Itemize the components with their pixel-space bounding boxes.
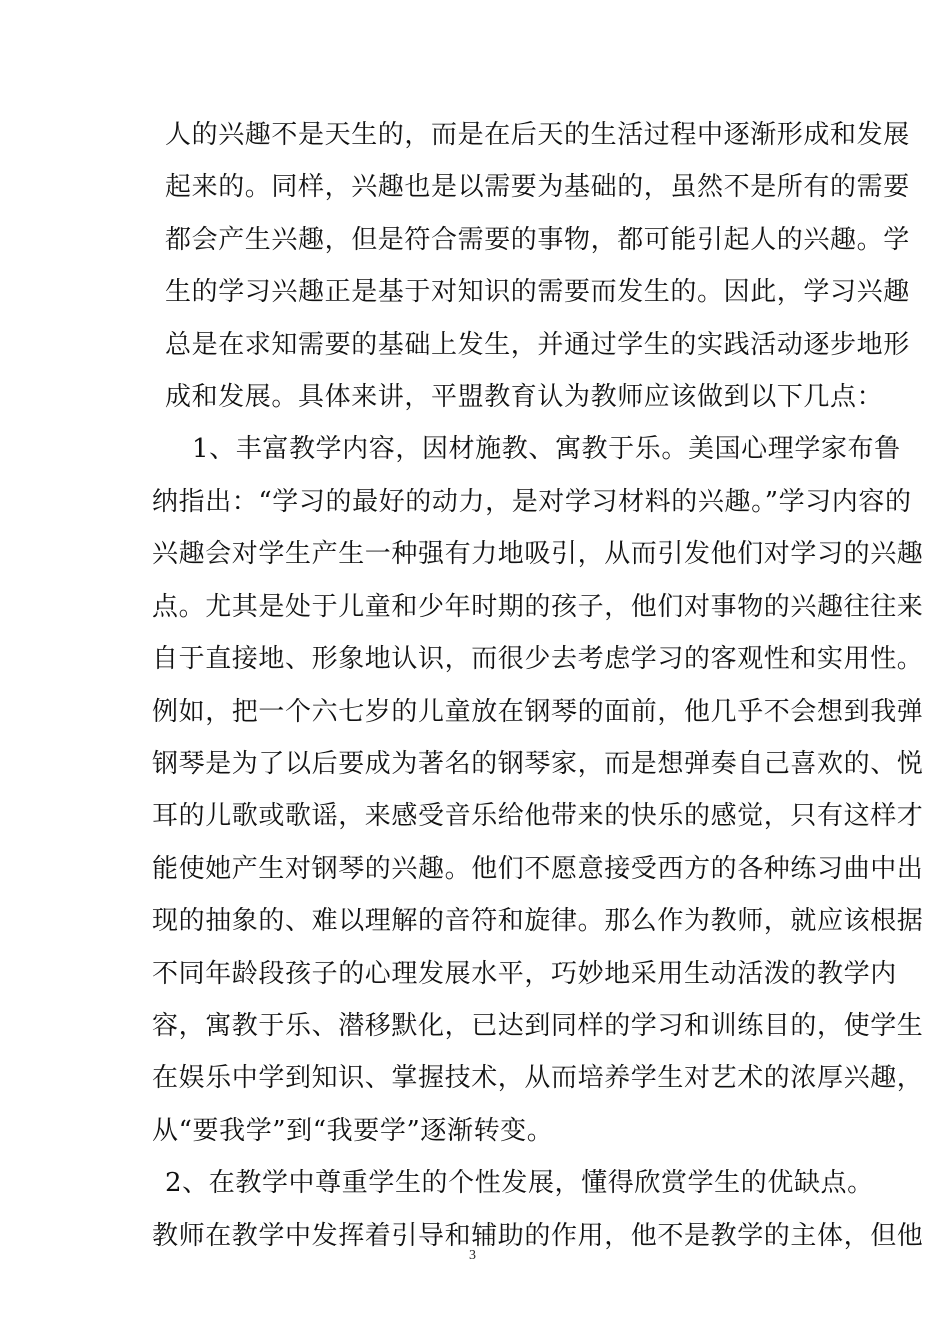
text-line: 教师在教学中发挥着引导和辅助的作用，他不是教学的主体，但他	[152, 1221, 924, 1251]
text-line: 能使她产生对钢琴的兴趣。他们不愿意接受西方的各种练习曲中出	[152, 854, 924, 884]
text-line: 2、在教学中尊重学生的个性发展，懂得欣赏学生的优缺点。	[165, 1168, 874, 1198]
text-line: 耳的儿歌或歌谣，来感受音乐给他带来的快乐的感觉，只有这样才	[152, 801, 924, 831]
text-line: 点。尤其是处于儿童和少年时期的孩子，他们对事物的兴趣往往来	[152, 592, 924, 622]
text-line: 都会产生兴趣，但是符合需要的事物，都可能引起人的兴趣。学	[165, 225, 910, 255]
text-line: 例如，把一个六七岁的儿童放在钢琴的面前，他几乎不会想到我弹	[152, 697, 924, 727]
text-line: 起来的。同样，兴趣也是以需要为基础的，虽然不是所有的需要	[165, 172, 910, 202]
text-line: 现的抽象的、难以理解的音符和旋律。那么作为教师，就应该根据	[152, 906, 924, 936]
text-line: 从“要我学”到“我要学”逐渐转变。	[152, 1116, 554, 1146]
text-line: 自于直接地、形象地认识，而很少去考虑学习的客观性和实用性。	[152, 644, 924, 674]
text-line: 1、丰富教学内容，因材施教、寓教于乐。美国心理学家布鲁	[192, 434, 901, 464]
text-line: 成和发展。具体来讲，平盟教育认为教师应该做到以下几点：	[165, 382, 884, 412]
text-line: 人的兴趣不是天生的，而是在后天的生活过程中逐渐形成和发展	[165, 120, 910, 150]
text-line: 兴趣会对学生产生一种强有力地吸引，从而引发他们对学习的兴趣	[152, 539, 924, 569]
text-line: 总是在求知需要的基础上发生，并通过学生的实践活动逐步地形	[165, 330, 910, 360]
text-line: 不同年龄段孩子的心理发展水平，巧妙地采用生动活泼的教学内	[152, 959, 897, 989]
page-number: 3	[469, 1248, 476, 1263]
text-line: 钢琴是为了以后要成为著名的钢琴家，而是想弹奏自己喜欢的、悦	[152, 749, 924, 779]
text-line: 纳指出：“学习的最好的动力，是对学习材料的兴趣。”学习内容的	[152, 487, 912, 517]
text-line: 生的学习兴趣正是基于对知识的需要而发生的。因此，学习兴趣	[165, 277, 910, 307]
text-line: 在娱乐中学到知识、掌握技术，从而培养学生对艺术的浓厚兴趣，	[152, 1063, 924, 1093]
text-line: 容，寓教于乐、潜移默化，已达到同样的学习和训练目的，使学生	[152, 1011, 924, 1041]
